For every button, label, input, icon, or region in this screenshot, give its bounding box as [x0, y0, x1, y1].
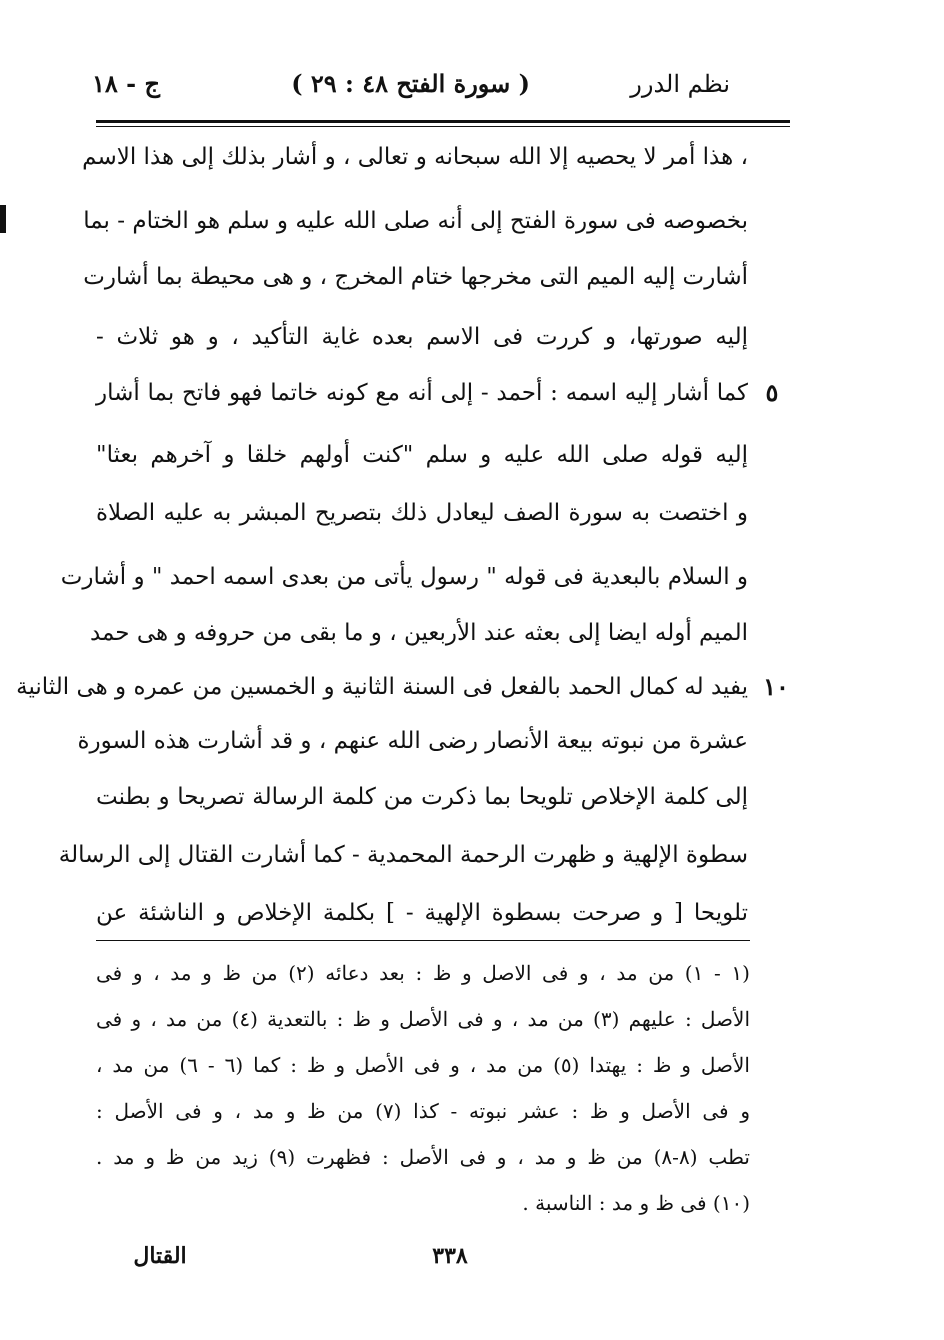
- footnote-line: (١ - ١) من مد ، و فى الاصل و ظ : بعد دعائه (٢) من ظ و مد ، و فى: [96, 961, 750, 985]
- text-line: يفيد له كمال الحمد بالفعل فى السنة الثانية و الخمسين من عمره و هى الثانية: [16, 674, 748, 700]
- running-head-surah: ( سورة الفتح ٤٨ : ٢٩ ): [291, 69, 530, 98]
- text-line: كما أشار إليه اسمه : أحمد - إلى أنه مع كونه خاتما فهو فاتح بما أشار: [96, 380, 748, 406]
- footnote-line: و فى الأصل و ظ : عشر نبوته - كذا (٧) من ظ و مد ، و فى الأصل :: [96, 1099, 750, 1123]
- header-rule: [96, 120, 790, 123]
- footnote-line: الأصل و ظ : يهتدا (٥) من مد ، و فى الأصل و ظ : كما (٦ - ٦) من مد ،: [96, 1053, 750, 1077]
- footnote-line: تطب (٨-٨) من ظ و مد ، و فى الأصل : فظهرت (٩) زيد من ظ و مد .: [96, 1145, 751, 1169]
- header-rule-thin: [96, 126, 790, 127]
- running-head-part: ج - ١٨: [92, 69, 160, 98]
- text-line: أشارت إليه الميم التى مخرجها ختام المخرج ، و هى محيطة بما أشارت: [83, 264, 748, 290]
- text-line: عشرة من نبوته بيعة الأنصار رضى الله عنهم ، و قد أشارت هذه السورة: [77, 728, 748, 754]
- text-line: و السلام بالبعدية فى قوله " رسول يأتى من بعدى اسمه احمد " و أشارت: [60, 564, 748, 590]
- text-line: إليه صورتها، و كررت فى الاسم بعده غاية التأكيد ، و هو ثلاث -: [96, 324, 748, 350]
- footnote-rule: [96, 940, 750, 941]
- footnote-line: (١٠) فى ظ و مد : الناسبة .: [522, 1191, 750, 1215]
- text-line: سطوة الإلهية و ظهرت الرحمة المحمدية - كما أشارت القتال إلى الرسالة: [58, 842, 748, 868]
- line-number: ٥: [765, 378, 779, 407]
- signature-mark: القتال: [133, 1243, 187, 1269]
- text-line: بخصوصه فى سورة الفتح إلى أنه صلى الله عليه و سلم هو الختام - بما: [83, 208, 748, 234]
- footnote-line: الأصل : عليهم (٣) من مد ، و فى الأصل و ظ : بالتعدية (٤) من مد ، و فى: [96, 1007, 750, 1031]
- text-line: تلويحا [ و صرحت بسطوة الإلهية - ] بكلمة الإخلاص و الناشئة عن: [96, 900, 748, 926]
- text-line: إليه قوله صلى الله عليه و سلم "كنت أولهم خلقا و آخرهم بعثا": [96, 442, 748, 468]
- text-line: إلى كلمة الإخلاص تلويحا بما ذكرت من كلمة الرسالة تصريحا و بطنت: [96, 784, 748, 810]
- margin-mark: [0, 205, 6, 233]
- text-line: و اختصت به سورة الصف ليعادل ذلك بتصريح المبشر به عليه الصلاة: [96, 500, 748, 526]
- line-number: ١٠: [763, 672, 789, 701]
- running-head-title: نظم الدرر: [630, 70, 730, 98]
- text-line: الميم أوله ايضا إلى بعثه عند الأربعين ، و ما بقى من حروفه و هى حمد: [89, 620, 748, 646]
- text-line: ، هذا أمر لا يحصيه إلا الله سبحانه و تعالى ، و أشار بذلك إلى هذا الاسم: [82, 144, 748, 170]
- page-number: ٣٣٨: [432, 1243, 468, 1269]
